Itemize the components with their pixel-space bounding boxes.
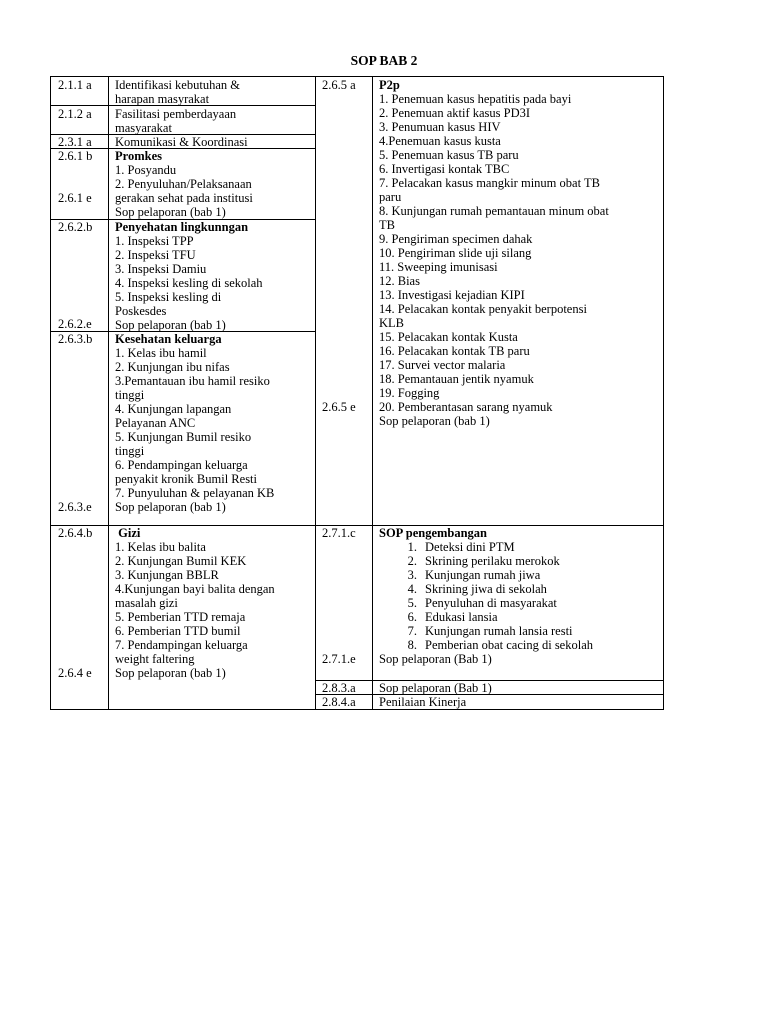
cell-line: Sop pelaporan (bab 1) xyxy=(115,666,226,680)
cell-line: Sop pelaporan (bab 1) xyxy=(115,205,226,219)
cell-line: 17. Survei vector malaria xyxy=(379,358,506,372)
cell-line: 4.Penemuan kasus kusta xyxy=(379,134,501,148)
code-2-6-1-e: 2.6.1 e xyxy=(58,191,92,205)
cell-line: 5. Pemberian TTD remaja xyxy=(115,610,246,624)
cell-line: Sop pelaporan (Bab 1) xyxy=(379,681,492,695)
list-number: 3. xyxy=(407,568,417,582)
cell-line: Pelayanan ANC xyxy=(115,416,196,430)
cell-line: 9. Pengiriman specimen dahak xyxy=(379,232,533,246)
cell-line: 15. Pelacakan kontak Kusta xyxy=(379,330,518,344)
cell-line: penyakit kronik Bumil Resti xyxy=(115,472,258,486)
p2p-cell xyxy=(379,78,609,428)
cell-line: Penilaian Kinerja xyxy=(379,695,467,709)
cell-line: 3. Penumuan kasus HIV xyxy=(379,120,501,134)
cell-line: 1. Posyandu xyxy=(115,163,177,177)
cell-line: 5. Kunjungan Bumil resiko xyxy=(115,430,252,444)
list-number: 6. xyxy=(407,610,417,624)
cell-line: 20. Pemberantasan sarang nyamuk xyxy=(379,400,553,414)
cell-line: Sop pelaporan (bab 1) xyxy=(379,414,490,428)
table-border xyxy=(372,76,373,710)
cell-line: 2. Penyuluhan/Pelaksanaan xyxy=(115,177,252,191)
cell-line: 7. Punyuluhan & pelayanan KB xyxy=(115,486,275,500)
list-number: 5. xyxy=(407,596,417,610)
list-item xyxy=(379,568,659,582)
cell-line: masyarakat xyxy=(115,121,172,135)
list-number: 2. xyxy=(407,554,417,568)
identifikasi-cell xyxy=(115,78,240,106)
section-heading: Gizi xyxy=(115,526,141,540)
cell-line: 11. Sweeping imunisasi xyxy=(379,260,498,274)
table-border xyxy=(50,709,664,710)
list-text: Deteksi dini PTM xyxy=(425,540,515,554)
cell-line: 10. Pengiriman slide uji silang xyxy=(379,246,532,260)
code-2-6-5-a: 2.6.5 a xyxy=(322,78,356,92)
cell-line: 1. Kelas ibu hamil xyxy=(115,346,207,360)
code-2-6-5-e: 2.6.5 e xyxy=(322,400,356,414)
list-text: Pemberian obat cacing di sekolah xyxy=(425,638,593,652)
sop-table xyxy=(50,76,664,710)
cell-line: 2. Penemuan aktif kasus PD3I xyxy=(379,106,531,120)
list-text: Edukasi lansia xyxy=(425,610,498,624)
list-item xyxy=(379,582,659,596)
section-heading: Penyehatan lingkunngan xyxy=(115,220,249,234)
cell-line: tinggi xyxy=(115,388,145,402)
list-item xyxy=(379,596,659,610)
sop-2-8-3-cell xyxy=(379,681,492,695)
fasilitasi-cell xyxy=(115,107,236,135)
cell-line: 14. Pelacakan kontak penyakit berpotensi xyxy=(379,302,587,316)
cell-line: 3. Inspeksi Damiu xyxy=(115,262,207,276)
cell-line: Sop pelaporan (bab 1) xyxy=(115,500,226,514)
cell-line: 1. Inspeksi TPP xyxy=(115,234,194,248)
list-text: Skrining perilaku merokok xyxy=(425,554,560,568)
pengembangan-cell xyxy=(379,526,659,666)
cell-line: weight faltering xyxy=(115,652,195,666)
list-text: Skrining jiwa di sekolah xyxy=(425,582,547,596)
cell-line: gerakan sehat pada institusi xyxy=(115,191,253,205)
cell-line: Poskesdes xyxy=(115,304,167,318)
code-2-1-2-a: 2.1.2 a xyxy=(58,107,92,121)
cell-line: 6. Pemberian TTD bumil xyxy=(115,624,241,638)
gizi-cell xyxy=(115,526,275,680)
cell-line: 16. Pelacakan kontak TB paru xyxy=(379,344,530,358)
list-item xyxy=(379,554,659,568)
cell-line: Identifikasi kebutuhan & xyxy=(115,78,240,92)
cell-line: 4.Kunjungan bayi balita dengan xyxy=(115,582,275,596)
cell-line: 2. Kunjungan ibu nifas xyxy=(115,360,230,374)
list-item xyxy=(379,610,659,624)
code-2-6-3-e: 2.6.3.e xyxy=(58,500,92,514)
list-text: Penyuluhan di masyarakat xyxy=(425,596,557,610)
section-heading: Promkes xyxy=(115,149,162,163)
cell-line: 6. Pendampingan keluarga xyxy=(115,458,248,472)
penilaian-cell xyxy=(379,695,466,709)
table-border xyxy=(663,76,664,710)
cell-line: KLB xyxy=(379,316,404,330)
code-2-8-3-a: 2.8.3.a xyxy=(322,681,356,695)
kesling-cell xyxy=(115,220,263,332)
code-2-8-4-a: 2.8.4.a xyxy=(322,695,356,709)
code-2-6-1-b: 2.6.1 b xyxy=(58,149,93,163)
cell-line: 7. Pelacakan kasus mangkir minum obat TB xyxy=(379,176,600,190)
code-2-6-3-b: 2.6.3.b xyxy=(58,332,93,346)
cell-line: 3. Kunjungan BBLR xyxy=(115,568,219,582)
cell-line: Sop pelaporan (Bab 1) xyxy=(379,652,492,666)
cell-line: 18. Pemantauan jentik nyamuk xyxy=(379,372,534,386)
cell-line: Komunikasi & Koordinasi xyxy=(115,135,248,149)
cell-line: Sop pelaporan (bab 1) xyxy=(115,318,226,332)
list-number: 1. xyxy=(407,540,417,554)
cell-line: masalah gizi xyxy=(115,596,178,610)
cell-line: 19. Fogging xyxy=(379,386,440,400)
cell-line: 5. Penemuan kasus TB paru xyxy=(379,148,519,162)
code-2-6-4-b: 2.6.4.b xyxy=(58,526,93,540)
cell-line: 4. Kunjungan lapangan xyxy=(115,402,232,416)
document-title: SOP BAB 2 xyxy=(350,53,418,68)
cell-line: 5. Inspeksi kesling di xyxy=(115,290,222,304)
code-2-7-1-c: 2.7.1.c xyxy=(322,526,356,540)
cell-line: 8. Kunjungan rumah pemantauan minum obat xyxy=(379,204,609,218)
cell-line: 2. Kunjungan Bumil KEK xyxy=(115,554,247,568)
promkes-cell xyxy=(115,149,253,219)
list-number: 8. xyxy=(407,638,417,652)
list-text: Kunjungan rumah lansia resti xyxy=(425,624,573,638)
list-item xyxy=(379,624,659,638)
table-border xyxy=(108,76,109,710)
list-item xyxy=(379,540,659,554)
cell-line: TB xyxy=(379,218,395,232)
kesga-cell xyxy=(115,332,274,514)
code-2-6-2-b: 2.6.2.b xyxy=(58,220,93,234)
cell-line: 6. Invertigasi kontak TBC xyxy=(379,162,510,176)
cell-line: 13. Investigasi kejadian KIPI xyxy=(379,288,525,302)
list-item xyxy=(379,638,659,652)
code-2-7-1-e: 2.7.1.e xyxy=(322,652,356,666)
code-2-6-4-e: 2.6.4 e xyxy=(58,666,92,680)
code-2-6-2-e: 2.6.2.e xyxy=(58,317,92,331)
list-text: Kunjungan rumah jiwa xyxy=(425,568,541,582)
code-2-1-1-a: 2.1.1 a xyxy=(58,78,92,92)
table-border xyxy=(315,76,316,710)
cell-line: 7. Pendampingan keluarga xyxy=(115,638,248,652)
section-heading: SOP pengembangan xyxy=(379,526,488,540)
list-number: 7. xyxy=(407,624,417,638)
komunikasi-cell xyxy=(115,135,248,149)
cell-line: paru xyxy=(379,190,402,204)
list-number: 4. xyxy=(407,582,417,596)
cell-line: 1. Penemuan kasus hepatitis pada bayi xyxy=(379,92,572,106)
cell-line: harapan masyrakat xyxy=(115,92,210,106)
code-2-3-1-a: 2.3.1 a xyxy=(58,135,92,149)
table-border xyxy=(50,76,51,710)
cell-line: tinggi xyxy=(115,444,145,458)
cell-line: Fasilitasi pemberdayaan xyxy=(115,107,237,121)
cell-line: 3.Pemantauan ibu hamil resiko xyxy=(115,374,270,388)
section-heading: P2p xyxy=(379,78,400,92)
cell-line: 1. Kelas ibu balita xyxy=(115,540,206,554)
section-heading: Kesehatan keluarga xyxy=(115,332,222,346)
cell-line: 2. Inspeksi TFU xyxy=(115,248,196,262)
cell-line: 4. Inspeksi kesling di sekolah xyxy=(115,276,263,290)
cell-line: 12. Bias xyxy=(379,274,420,288)
table-border xyxy=(50,76,664,77)
